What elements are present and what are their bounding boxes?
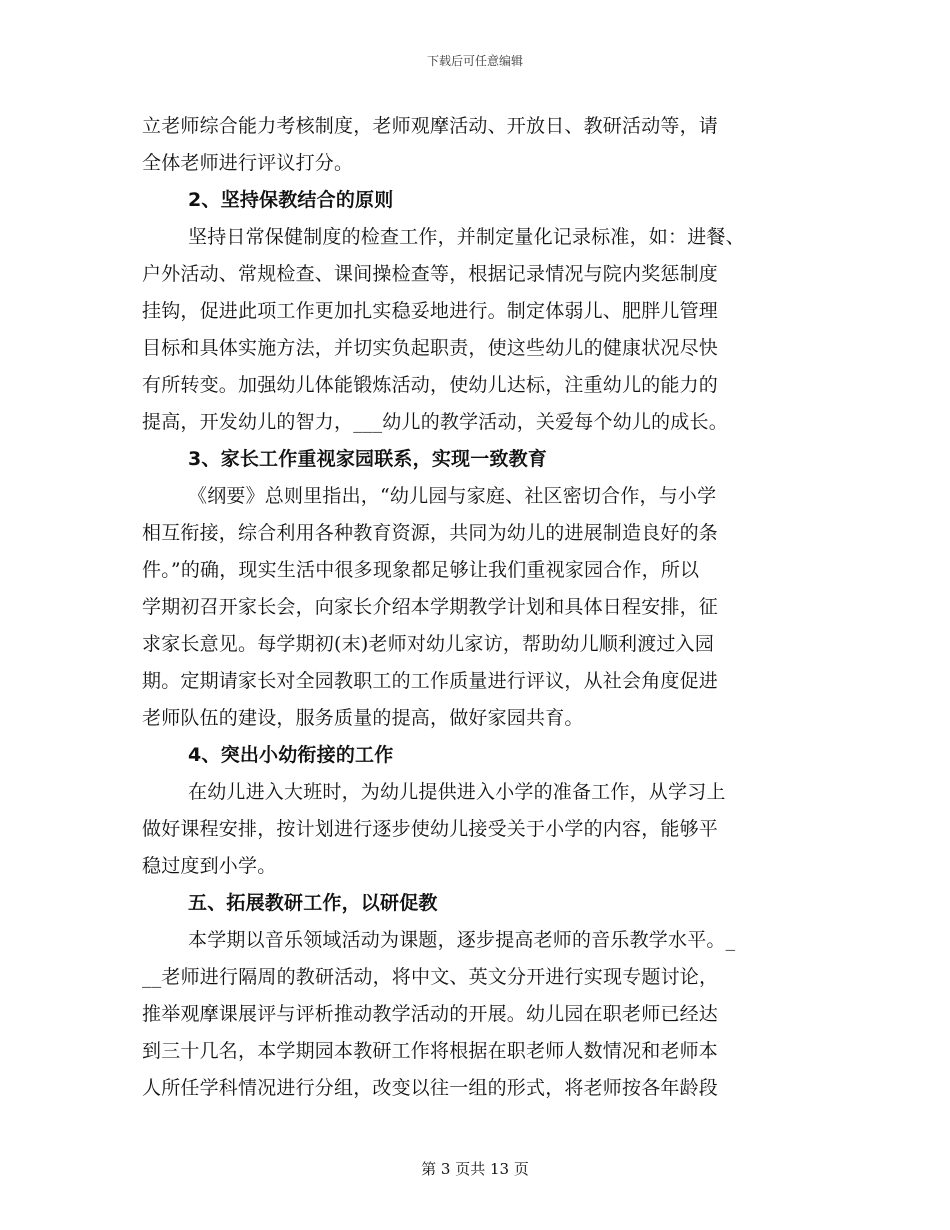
text-line: 有所转变。加强幼儿体能锻炼活动，使幼儿达标，注重幼儿的能力的: [142, 374, 719, 396]
text-line: 立老师综合能力考核制度，老师观摩活动、开放日、教研活动等，请: [142, 115, 719, 137]
text-line: 《纲要》总则里指出，“幼儿园与家庭、社区密切合作，与小学: [188, 485, 717, 507]
text-line: 老师队伍的建设，服务质量的提高，做好家园共育。: [142, 707, 584, 729]
text-line: 期。定期请家长对全园教职工的工作质量进行评议，从社会角度促进: [142, 670, 719, 692]
text-line: 件。”的确，现实生活中很多现象都足够让我们重视家园合作，所以: [142, 559, 700, 581]
text-line: 稳过度到小学。: [142, 855, 277, 877]
text-line: 做好课程安排，按计划进行逐步使幼儿接受关于小学的内容，能够平: [142, 818, 719, 840]
text-line: 学期初召开家长会，向家长介绍本学期教学计划和具体日程安排，征: [142, 596, 719, 618]
text-line: 求家长意见。每学期初(末)老师对幼儿家访，帮助幼儿顺利渡过入园: [142, 633, 715, 655]
text-line: 提高，开发幼儿的智力，___幼儿的教学活动，关爱每个幼儿的成长。: [142, 411, 728, 433]
text-line: 人所任学科情况进行分组，改变以往一组的形式，将老师按各年龄段: [142, 1077, 719, 1099]
text-line: 坚持日常保健制度的检查工作，并制定量化记录标准，如：进餐、: [188, 226, 745, 248]
section-heading: 4、突出小幼衔接的工作: [188, 744, 394, 766]
section-heading: 五、拓展教研工作，以研促教: [188, 892, 438, 914]
text-line: 在幼儿进入大班时，为幼儿提供进入小学的准备工作，从学习上: [188, 781, 726, 803]
section-heading: 2、坚持保教结合的原则: [188, 189, 394, 211]
text-line: 推举观摩课展评与评析推动教学活动的开展。幼儿园在职老师已经达: [142, 1003, 719, 1025]
page-header: 下载后可任意编辑: [426, 54, 523, 68]
text-line: 相互衔接，综合利用各种教育资源，共同为幼儿的进展制造良好的条: [142, 522, 719, 544]
text-line: __老师进行隔周的教研活动，将中文、英文分开进行实现专题讨论，: [142, 966, 719, 988]
text-line: 本学期以音乐领域活动为课题，逐步提高老师的音乐教学水平。_: [188, 929, 736, 951]
text-line: 挂钩，促进此项工作更加扎实稳妥地进行。制定体弱儿、肥胖儿管理: [142, 300, 719, 322]
text-line: 到三十几名，本学期园本教研工作将根据在职老师人数情况和老师本: [142, 1040, 719, 1062]
page-footer: 第 3 页共 13 页: [421, 1160, 529, 1178]
text-line: 全体老师进行评议打分。: [142, 152, 354, 174]
text-line: 目标和具体实施方法，并切实负起职责，使这些幼儿的健康状况尽快: [142, 337, 719, 359]
text-line: 户外活动、常规检查、课间操检查等，根据记录情况与院内奖惩制度: [142, 263, 719, 285]
document-body: [142, 108, 818, 1107]
section-heading: 3、家长工作重视家园联系，实现一致教育: [188, 448, 548, 470]
